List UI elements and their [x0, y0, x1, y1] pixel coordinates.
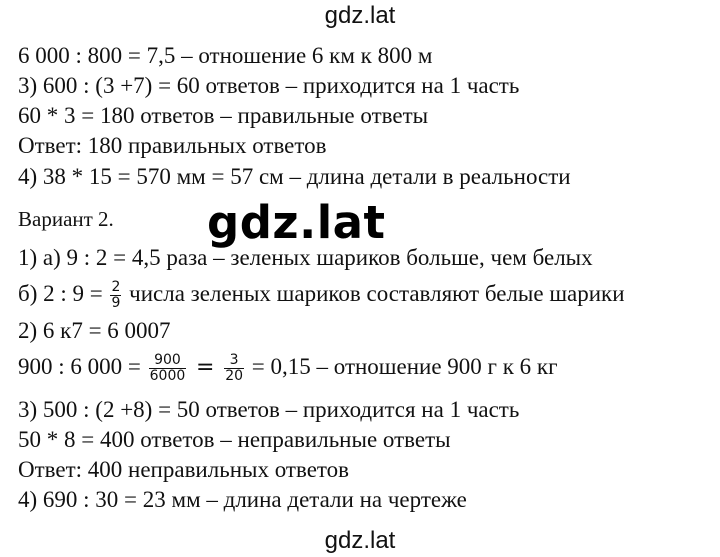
fraction	[149, 353, 187, 384]
variant-heading: Вариант 2.	[18, 207, 114, 231]
fraction-numerator: 900	[149, 353, 187, 369]
fraction	[224, 353, 244, 384]
text-line: 4) 690 : 30 = 23 мм – длина детали на чертеже	[18, 487, 467, 512]
fraction-line-prefix: б) 2 : 9 =	[18, 281, 103, 306]
text-line: 1) а) 9 : 2 = 4,5 раза – зеленых шариков больше, чем белых	[18, 245, 593, 270]
text-line-fraction	[18, 353, 558, 384]
fraction	[110, 280, 121, 311]
text-line: 3) 500 : (2 +8) = 50 ответов – приходится на 1 часть	[18, 397, 520, 422]
watermark-top: gdz.lat	[324, 2, 396, 29]
fraction-line-suffix: = 0,15 – отношение 900 г к 6 кг	[251, 354, 558, 379]
text-line-fraction	[18, 280, 625, 311]
fraction-numerator: 3	[224, 353, 244, 369]
watermark-middle: gdz.lat	[207, 196, 386, 249]
text-line: 50 * 8 = 400 ответов – неправильные ответы	[18, 427, 451, 452]
watermark-bottom: gdz.lat	[324, 527, 396, 554]
fraction-denominator: 6000	[149, 368, 186, 385]
text-line: Ответ: 180 правильных ответов	[18, 133, 327, 158]
fraction-denominator: 20	[225, 368, 244, 385]
text-line: 2) 6 к7 = 6 0007	[18, 318, 171, 343]
fraction-denominator: 9	[111, 295, 121, 312]
text-line: 3) 600 : (3 +7) = 60 ответов – приходится на 1 часть	[18, 73, 520, 98]
text-line: 4) 38 * 15 = 570 мм = 57 см – длина детали в реальности	[18, 164, 571, 189]
text-line: 6 000 : 800 = 7,5 – отношение 6 км к 800 м	[18, 43, 433, 68]
fraction-line-suffix: числа зеленых шариков составляют белые шарики	[129, 281, 625, 306]
equals-sign: =	[196, 355, 215, 380]
text-line: Ответ: 400 неправильных ответов	[18, 457, 350, 482]
fraction-numerator: 2	[111, 279, 121, 296]
text-line: 60 * 3 = 180 ответов – правильные ответы	[18, 103, 429, 128]
fraction-line-prefix: 900 : 6 000 =	[18, 354, 141, 379]
